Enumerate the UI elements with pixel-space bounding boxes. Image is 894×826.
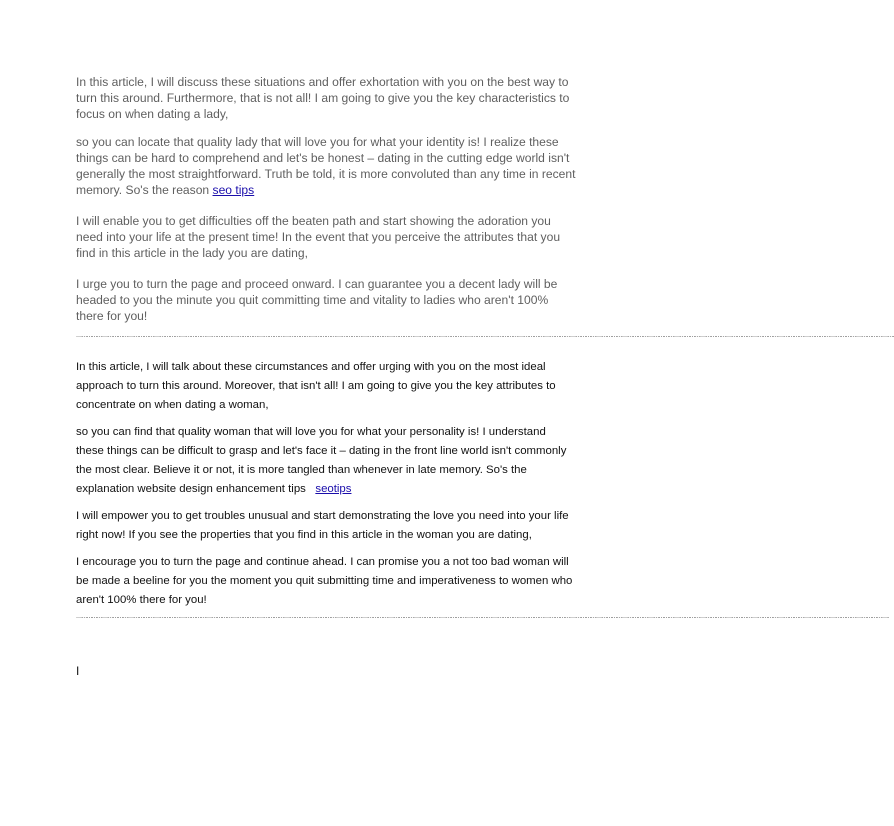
paragraph-b3-text: I will empower you to get troubles unusual and start demonstrating the love you need into your life right now! If you see the properties that you find in this article in the woman you are dating, bbox=[76, 510, 569, 541]
paragraph-a3 bbox=[76, 213, 576, 261]
dotted-separator-2: ………………………………………………………………………………………………………………………………………………………………………………………………………………………………………………………………………………………………………………………………………………………………………………………………………………………………. bbox=[76, 613, 889, 620]
dotted-separator-1: …………………………………………………………………………………………………………………………………………………………………………………………………………………………………………………………………………………………………………………………………………………………………………………………………………………………………. bbox=[76, 332, 894, 339]
paragraph-a3-text: I will enable you to get difficulties off the beaten path and start showing the adoration you need into your life at the present time! In the event that you perceive the attributes that you find in this article in the lady you are dating, bbox=[76, 214, 561, 260]
paragraph-a2-text: so you can locate that quality lady that will love you for what your identity is! I realize these things can be hard to comprehend and let's be honest – dating in the cutting edge world isn't generally the most straightforward. Truth be told, it is more convoluted than any time in recent memory. So's the reason bbox=[76, 135, 576, 197]
paragraph-a4 bbox=[76, 276, 576, 324]
paragraph-b1 bbox=[76, 358, 576, 415]
paragraph-b3 bbox=[76, 507, 576, 545]
paragraph-a4-text: I urge you to turn the page and proceed onward. I can guarantee you a decent lady will be headed to you the minute you quit committing time and vitality to ladies who aren't 100% there for you! bbox=[76, 277, 558, 323]
seo-tips-link[interactable]: seo tips bbox=[212, 183, 255, 197]
paragraph-b4-text: I encourage you to turn the page and continue ahead. I can promise you a not too bad woman will be made a beeline for you the moment you quit submitting time and imperativeness to women who aren't 100% there for you! bbox=[76, 556, 573, 606]
article-section-b bbox=[76, 358, 576, 618]
paragraph-b2 bbox=[76, 423, 576, 499]
paragraph-a1-text: In this article, I will discuss these situations and offer exhortation with you on the best way to turn this around. Furthermore, that is not all! I am going to give you the key characteristics to focus on when dating a lady, bbox=[76, 75, 570, 121]
paragraph-b1-text: In this article, I will talk about these circumstances and offer urging with you on the most ideal approach to turn this around. Moreover, that isn't all! I am going to give you the key attributes to concentrate on when dating a woman, bbox=[76, 361, 556, 411]
seotips-link[interactable]: seotips bbox=[315, 483, 352, 495]
paragraph-b2-text: so you can find that quality woman that will love you for what your personality is! I understand these things can be difficult to grasp and let's face it – dating in the front line world isn't commonly the most clear. Believe it or not, it is more tangled than whenever in late memory. So's the explanation website design enhancement tips bbox=[76, 426, 567, 495]
paragraph-a2 bbox=[76, 134, 576, 198]
paragraph-a1 bbox=[76, 74, 576, 122]
paragraph-b4 bbox=[76, 553, 576, 610]
article-section-a bbox=[76, 74, 576, 336]
trailing-text: I bbox=[76, 664, 80, 678]
